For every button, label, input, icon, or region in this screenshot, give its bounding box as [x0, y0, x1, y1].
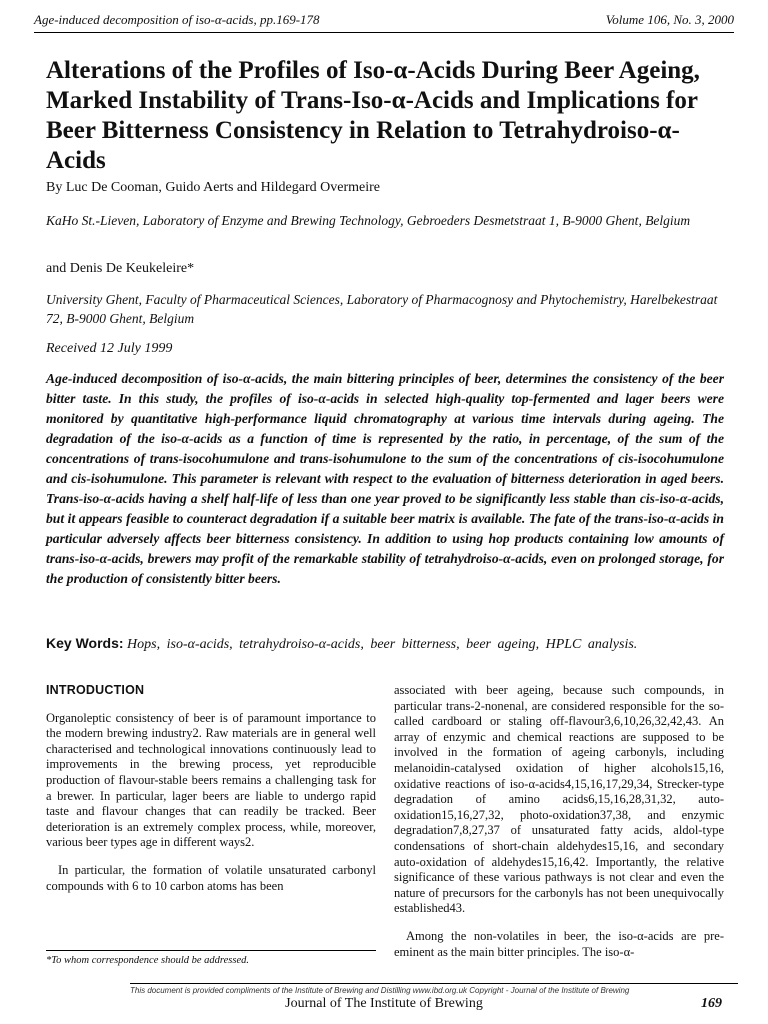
running-header	[34, 10, 734, 33]
copyright-notice: This document is provided compliments of the Institute of Brewing and Distilling www.ibd.org.uk Copyright - Journal of the Institute of Brewing	[130, 986, 630, 995]
received-date: Received 12 July 1999	[46, 341, 173, 356]
keywords-value: Hops, iso-α-acids, tetrahydroiso-α-acids, beer bitterness, beer ageing, HPLC analysis.	[127, 637, 638, 652]
keywords-label: Key Words:	[46, 635, 124, 651]
authors-2: and Denis De Keukeleire*	[46, 261, 195, 276]
intro-paragraph-1: Organoleptic consistency of beer is of paramount importance to the modern brewing industry2. Raw materials are in general well characterised and technological innovations continuously lead to improvements in the brewing process, yet reproducible production of flavour-stable beers remains a challenging task for a brewer. In particular, lager beers are liable to undergo rapid taste and flavour changes that can readily be tracked. Beer deterioration is an extremely complex process, while, moreover, various beer types age in different ways2.	[46, 710, 376, 850]
affiliation-1: KaHo St.-Lieven, Laboratory of Enzyme and Brewing Technology, Gebroeders Desmetstraat 1, B-9000 Ghent, Belgium	[46, 213, 691, 228]
affiliation-2: University Ghent, Faculty of Pharmaceutical Sciences, Laboratory of Pharmacognosy and Phytochemistry, Harelbekestraat 72, B-9000 Ghent, Belgium	[46, 292, 718, 326]
running-header-left: Age-induced decomposition of iso-α-acids, pp.169-178	[34, 12, 320, 27]
intro-paragraph-4: Among the non-volatiles in beer, the iso-α-acids are pre-eminent as the main bitter principles. The iso-α-	[394, 928, 724, 959]
journal-name: Journal of The Institute of Brewing	[285, 996, 483, 1011]
article-title: Alterations of the Profiles of Iso-α-Acids During Beer Ageing, Marked Instability of Trans-Iso-α-Acids and Implications for Beer Bitterness Consistency in Relation to Tetrahydroiso-α-Acids	[46, 57, 700, 174]
intro-paragraph-3: associated with beer ageing, because such compounds, in particular trans-2-nonenal, are considered responsible for the so-called cardboard or staling off-flavour3,6,10,26,32,42,43. An array of enzymic and chemical reactions are supposed to be involved in the formation of ageing carbonyls, including melanoidin-catalysed oxidation of higher alcohols15,16, oxidative reactions of iso-α-acids4,15,16,17,29,34, Strecker-type degradation of amino acids6,15,16,28,31,32, auto-oxidation15,16,27,32, photo-oxidation37,38, and enzymic degradation7,8,27,37 of unsaturated fatty acids, aldol-type condensations of short-chain aldehydes15,16, and secondary auto-oxidation of aldehydes15,16,42. Importantly, the relative significance of these various pathways is not clear and even the nature of precursors for the carbonyls has not been unequivocally established43.	[394, 683, 724, 916]
footer-rule	[130, 983, 738, 984]
running-header-right: Volume 106, No. 3, 2000	[605, 12, 734, 27]
intro-paragraph-2: In particular, the formation of volatile unsaturated carbonyl compounds with 6 to 10 carbon atoms has been	[46, 862, 376, 893]
abstract: Age-induced decomposition of iso-α-acids, the main bittering principles of beer, determines the consistency of the beer bitter taste. In this study, the profiles of iso-α-acids in selected high-quality top-fermented and lager beers were monitored by quantitative high-performance liquid chromatography at various time intervals during ageing. The degradation of the iso-α-acids as a function of time is represented by the ratio, in percentage, of the sum of the concentrations of trans-isocohumulone and trans-isohumulone to the sum of the concentrations of cis-isocohumulone and cis-isohumulone. This parameter is relevant with respect to the evaluation of bitterness deterioration in aged beers. Trans-iso-α-acids having a shelf half-life of less than one year proved to be significantly less stable than cis-iso-α-acids, but it appears feasible to counteract degradation if a suitable beer matrix is available. The fate of the trans-iso-α-acids in particular adversely affects beer bitterness consistency. In addition to using hop products containing low amounts of trans-iso-α-acids, brewers may profit of the remarkable stability of tetrahydroiso-α-acids, even on prolonged storage, for the production of consistently bitter beers.	[46, 371, 724, 586]
intro-heading: INTRODUCTION	[46, 683, 145, 697]
footnote: *To whom correspondence should be addressed.	[46, 950, 376, 966]
left-column	[46, 683, 376, 906]
page-number: 169	[701, 996, 722, 1011]
right-column	[394, 683, 724, 972]
keywords	[46, 635, 736, 653]
authors: By Luc De Cooman, Guido Aerts and Hildegard Overmeire	[46, 180, 380, 195]
